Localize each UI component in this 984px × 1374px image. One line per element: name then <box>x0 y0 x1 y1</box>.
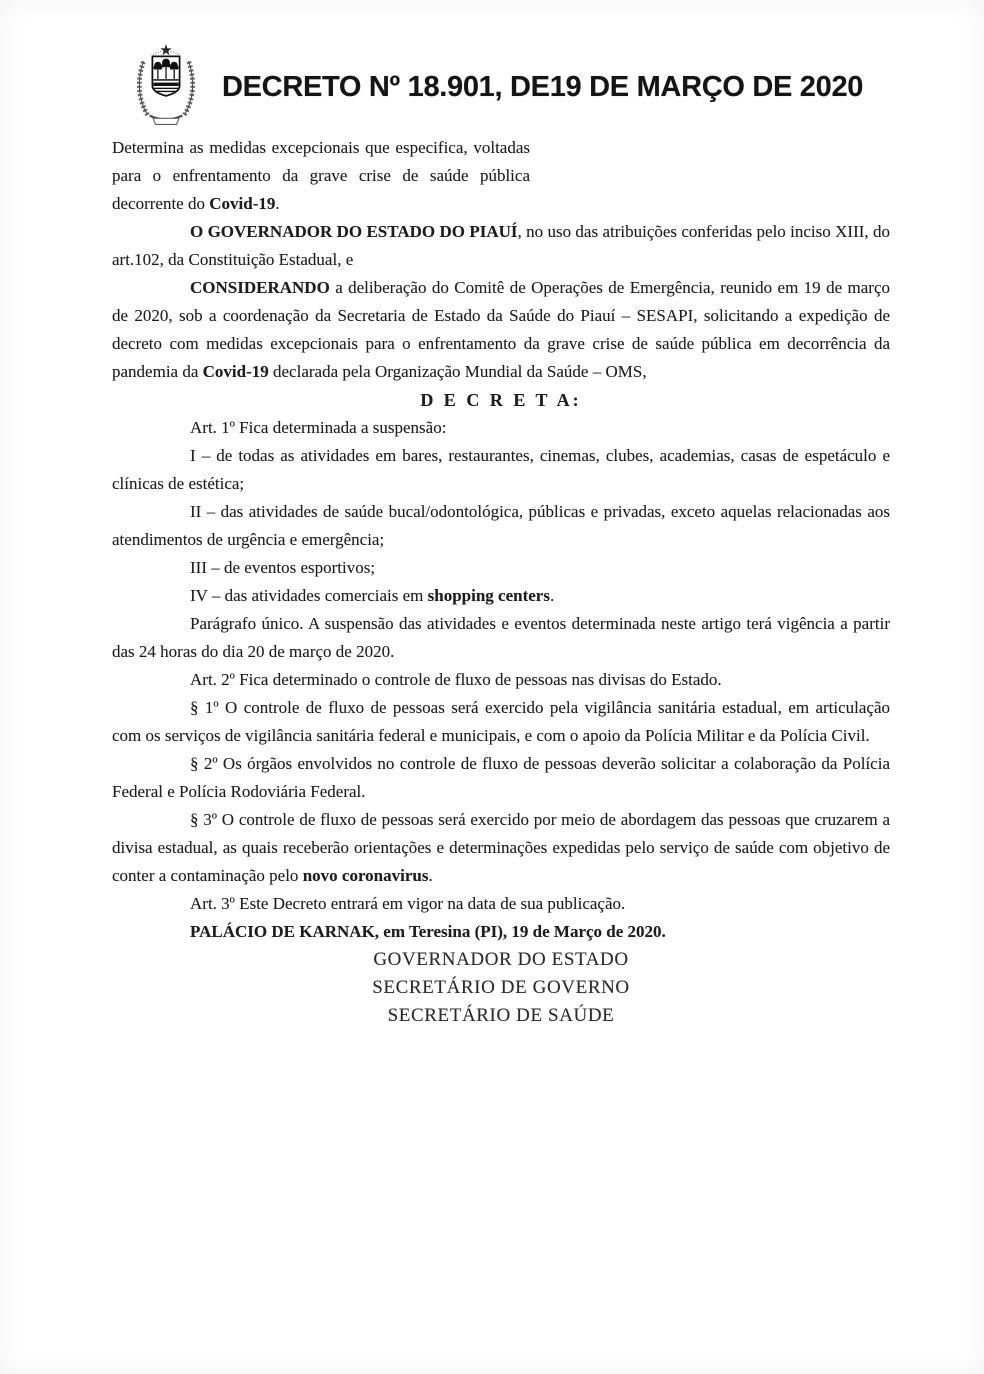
article-2-paragraph-2: § 2º Os órgãos envolvidos no controle de fluxo de pessoas deverão solicitar a colaboração da Polícia Federal e Polícia Rodoviária Federal. <box>112 754 890 801</box>
decree-title: DECRETO Nº 18.901, DE19 DE MARÇO DE 2020 <box>222 70 864 103</box>
decree-considerando: CONSIDERANDO a deliberação do Comitê de Operações de Emergência, reunido em 19 de março de 2020, sob a coordenação da Secretaria de Estado da Saúde do Piauí – SESAPI, solicitando a expedição de decreto com medidas excepcionais para o enfrentamento da grave crise de saúde pública em decorrência da pandemia da Covid-19 declarada pela Organização Mundial da Saúde – OMS, <box>112 278 890 381</box>
signature-governor: GOVERNADOR DO ESTADO <box>373 949 629 970</box>
decree-preamble: O GOVERNADOR DO ESTADO DO PIAUÍ, no uso das atribuições conferidas pelo inciso XIII, do art.102, da Constituição Estadual, e <box>112 222 890 269</box>
signature-government-secretary: SECRETÁRIO DE GOVERNO <box>372 977 630 998</box>
decreta-heading: D E C R E T A: <box>420 390 582 410</box>
article-2-paragraph-1: § 1º O controle de fluxo de pessoas será exercido pela vigilância sanitária estadual, em articulação com os serviços de vigilância sanitária federal e municipais, e com o apoio da Polícia Militar e da Polícia Civil. <box>112 698 890 745</box>
signature-health-secretary: SECRETÁRIO DE SAÚDE <box>387 1005 615 1026</box>
article-3-caput: Art. 3º Este Decreto entrará em vigor na data de sua publicação. <box>190 894 626 913</box>
article-2-paragraph-3: § 3º O controle de fluxo de pessoas será exercido por meio de abordagem das pessoas que cruzarem a divisa estadual, as quais receberão orientações e determinações expedidas pelo serviço de saúde com objetivo de conter a contaminação pelo novo coronavirus. <box>112 810 890 885</box>
closing-place-date: PALÁCIO DE KARNAK, em Teresina (PI), 19 de Março de 2020. <box>190 922 666 941</box>
article-2-caput: Art. 2º Fica determinado o controle de fluxo de pessoas nas divisas do Estado. <box>190 670 722 689</box>
article-1-caput: Art. 1º Fica determinada a suspensão: <box>190 418 447 437</box>
article-1-item-ii: II – das atividades de saúde bucal/odontológica, públicas e privadas, exceto aquelas relacionadas aos atendimentos de urgência e emergência; <box>112 502 890 549</box>
article-1-paragrafo-unico: Parágrafo único. A suspensão das atividades e eventos determinada neste artigo terá vigência a partir das 24 horas do dia 20 de março de 2020. <box>112 614 890 661</box>
piaui-coat-of-arms-icon <box>132 40 200 134</box>
article-1-item-iii: III – de eventos esportivos; <box>190 558 376 577</box>
decree-header <box>132 40 890 134</box>
decree-summary: Determina as medidas excepcionais que especifica, voltadas para o enfrentamento da grave crise de saúde pública decorrente do Covid-19. <box>112 138 530 213</box>
decree-body <box>112 134 890 1030</box>
article-1-item-i: I – de todas as atividades em bares, restaurantes, cinemas, clubes, academias, casas de espetáculo e clínicas de estética; <box>112 446 890 493</box>
article-1-item-iv: IV – das atividades comerciais em shopping centers. <box>190 586 555 605</box>
